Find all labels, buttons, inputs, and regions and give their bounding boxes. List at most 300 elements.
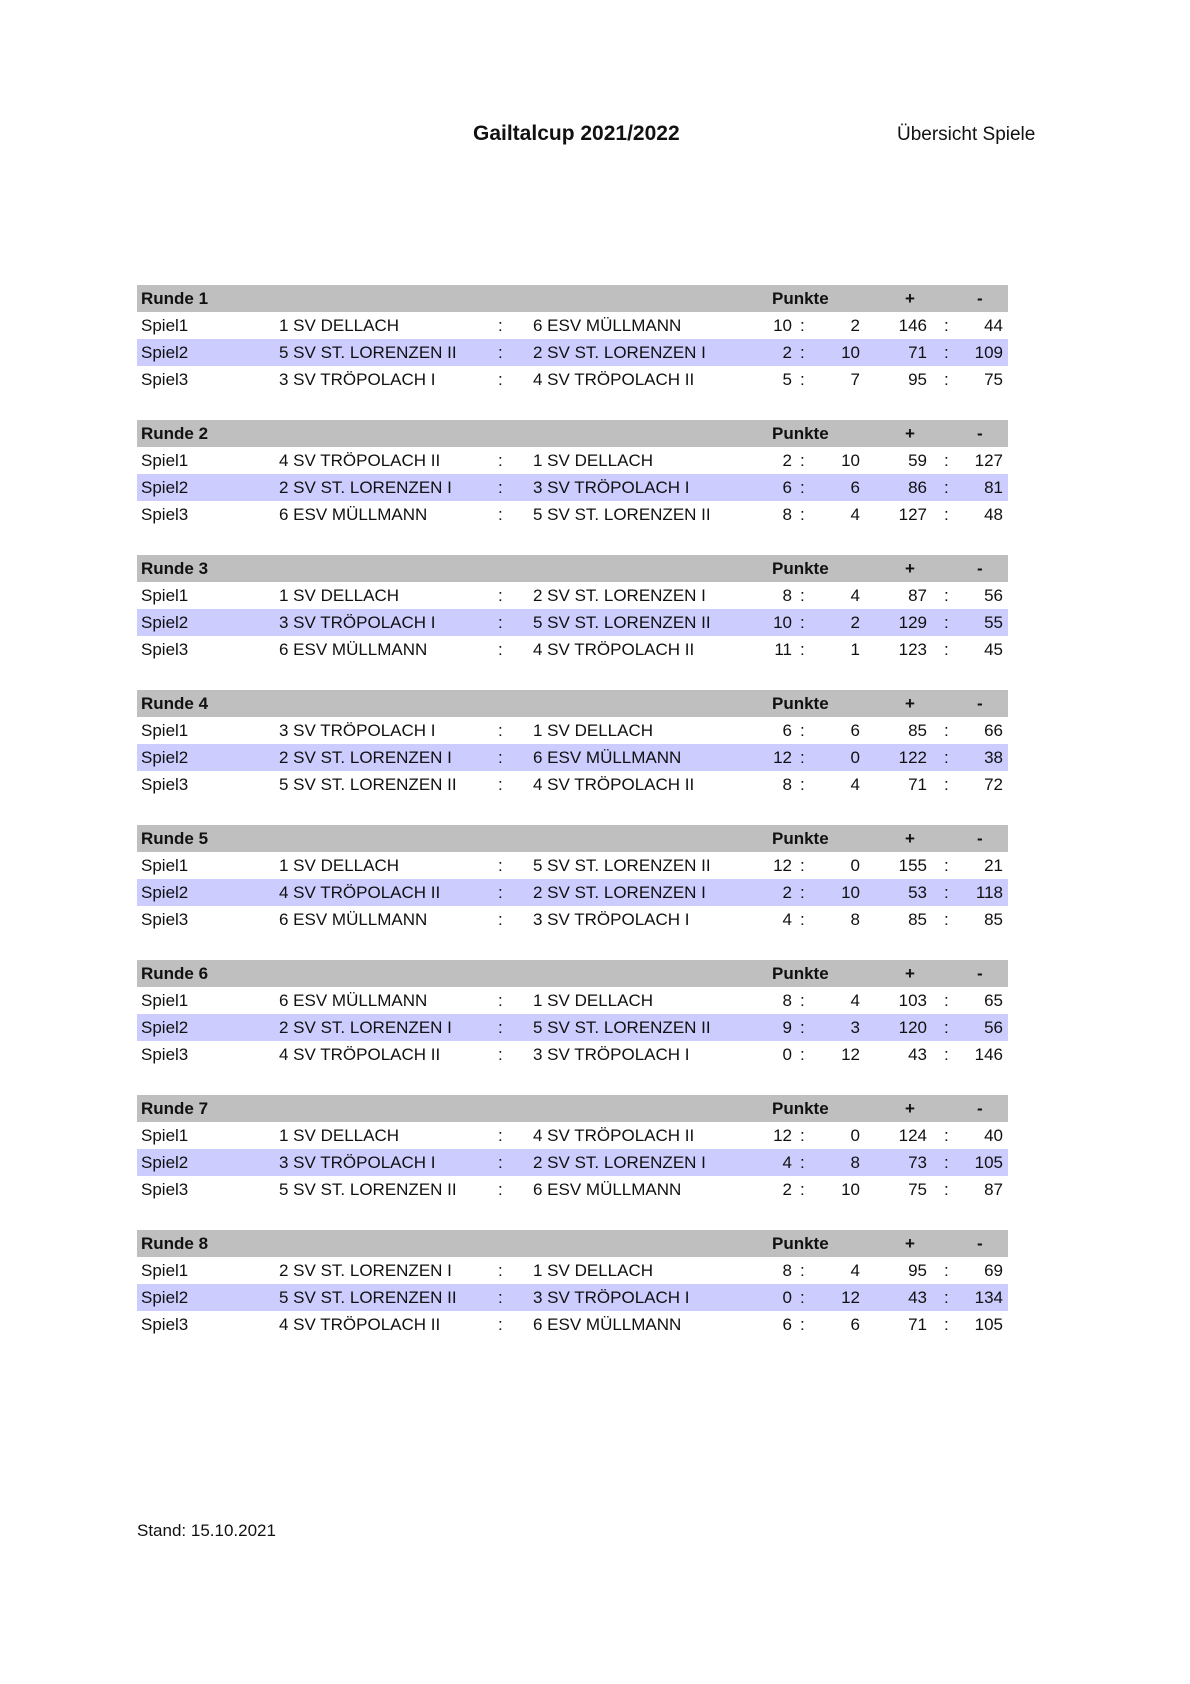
points-header: Punkte: [772, 289, 829, 308]
score-minus: 66: [984, 721, 1003, 740]
score-separator: :: [944, 775, 949, 794]
score-plus: 127: [898, 505, 927, 524]
vs-separator: :: [498, 586, 503, 605]
score-plus: 120: [898, 1018, 927, 1037]
plus-header: +: [905, 1099, 915, 1118]
away-team: 6 ESV MÜLLMANN: [533, 1315, 682, 1334]
plus-header: +: [905, 559, 915, 578]
vs-separator: :: [498, 370, 503, 389]
points-separator: :: [800, 775, 805, 794]
score-separator: :: [944, 748, 949, 767]
score-plus: 123: [898, 640, 927, 659]
score-plus: 95: [908, 1261, 927, 1280]
points-separator: :: [800, 883, 805, 902]
points-separator: :: [800, 478, 805, 497]
score-minus: 75: [984, 370, 1003, 389]
game-row: [137, 1176, 1008, 1203]
points-away: 0: [850, 856, 860, 875]
points-home: 11: [774, 640, 792, 659]
game-label: Spiel3: [141, 910, 189, 929]
game-label: Spiel3: [141, 1045, 189, 1064]
away-team: 1 SV DELLACH: [533, 721, 653, 740]
game-row: [137, 987, 1008, 1014]
points-separator: :: [800, 1153, 805, 1172]
points-away: 6: [850, 478, 860, 497]
points-home: 12: [773, 856, 792, 875]
score-separator: :: [944, 478, 949, 497]
plus-header: +: [905, 694, 915, 713]
points-away: 7: [850, 370, 860, 389]
points-separator: :: [800, 1315, 805, 1334]
round-title: Runde 7: [141, 1099, 209, 1118]
score-separator: :: [944, 1126, 949, 1145]
points-header: Punkte: [772, 694, 829, 713]
points-away: 4: [850, 1261, 860, 1280]
score-plus: 43: [908, 1045, 927, 1064]
away-team: 3 SV TRÖPOLACH I: [533, 1288, 690, 1307]
home-team: 5 SV ST. LORENZEN II: [279, 1288, 457, 1307]
away-team: 1 SV DELLACH: [533, 991, 653, 1010]
score-separator: :: [944, 1153, 949, 1172]
points-away: 12: [841, 1288, 860, 1307]
round-header: [137, 825, 1008, 852]
round-title: Runde 2: [141, 424, 209, 443]
game-row: [137, 312, 1008, 339]
game-row: [137, 609, 1008, 636]
vs-separator: :: [498, 856, 503, 875]
minus-header: -: [977, 694, 983, 713]
game-label: Spiel3: [141, 370, 189, 389]
score-minus: 134: [974, 1288, 1003, 1307]
score-separator: :: [944, 343, 949, 362]
points-home: 2: [782, 451, 792, 470]
score-separator: :: [944, 1315, 949, 1334]
minus-header: -: [977, 1099, 983, 1118]
points-separator: :: [800, 1018, 805, 1037]
points-separator: :: [800, 991, 805, 1010]
game-row: [137, 1149, 1008, 1176]
score-separator: :: [944, 505, 949, 524]
score-separator: :: [944, 910, 949, 929]
score-plus: 53: [908, 883, 927, 902]
vs-separator: :: [498, 613, 503, 632]
score-minus: 72: [984, 775, 1003, 794]
round-block: [137, 690, 1008, 798]
score-plus: 85: [908, 721, 927, 740]
game-label: Spiel3: [141, 640, 189, 659]
score-plus: 86: [908, 478, 927, 497]
away-team: 6 ESV MÜLLMANN: [533, 748, 682, 767]
rounds-table: [137, 285, 1008, 1365]
game-label: Spiel2: [141, 343, 189, 362]
game-label: Spiel2: [141, 1018, 189, 1037]
points-separator: :: [800, 451, 805, 470]
points-header: Punkte: [772, 424, 829, 443]
points-away: 2: [850, 316, 860, 335]
round-header: [137, 555, 1008, 582]
stand-date: Stand: 15.10.2021: [137, 1521, 276, 1540]
vs-separator: :: [498, 316, 503, 335]
score-minus: 87: [984, 1180, 1003, 1199]
score-separator: :: [944, 370, 949, 389]
points-away: 3: [850, 1018, 860, 1037]
away-team: 6 ESV MÜLLMANN: [533, 1180, 682, 1199]
points-separator: :: [800, 370, 805, 389]
round-header: [137, 690, 1008, 717]
game-label: Spiel1: [141, 991, 189, 1010]
points-home: 4: [782, 1153, 792, 1172]
home-team: 3 SV TRÖPOLACH I: [279, 721, 436, 740]
points-separator: :: [800, 343, 805, 362]
score-plus: 124: [898, 1126, 927, 1145]
points-home: 8: [782, 775, 792, 794]
game-label: Spiel1: [141, 586, 189, 605]
game-row: [137, 906, 1008, 933]
score-plus: 85: [908, 910, 927, 929]
score-separator: :: [944, 991, 949, 1010]
vs-separator: :: [498, 721, 503, 740]
game-row: [137, 582, 1008, 609]
game-label: Spiel1: [141, 1261, 189, 1280]
points-separator: :: [800, 1126, 805, 1145]
score-plus: 59: [908, 451, 927, 470]
home-team: 4 SV TRÖPOLACH II: [279, 451, 441, 470]
score-separator: :: [944, 1261, 949, 1280]
points-away: 6: [850, 1315, 860, 1334]
score-plus: 103: [898, 991, 927, 1010]
points-separator: :: [800, 910, 805, 929]
home-team: 4 SV TRÖPOLACH II: [279, 1315, 441, 1334]
points-away: 4: [850, 505, 860, 524]
points-away: 0: [850, 748, 860, 767]
points-away: 4: [850, 586, 860, 605]
points-header: Punkte: [772, 559, 829, 578]
game-row: [137, 879, 1008, 906]
away-team: 3 SV TRÖPOLACH I: [533, 1045, 690, 1064]
score-separator: :: [944, 721, 949, 740]
game-label: Spiel1: [141, 316, 189, 335]
points-separator: :: [800, 586, 805, 605]
score-separator: :: [944, 856, 949, 875]
points-header: Punkte: [772, 1099, 829, 1118]
score-minus: 56: [984, 586, 1003, 605]
score-separator: :: [944, 1288, 949, 1307]
game-row: [137, 1122, 1008, 1149]
game-label: Spiel3: [141, 775, 189, 794]
vs-separator: :: [498, 343, 503, 362]
score-minus: 65: [984, 991, 1003, 1010]
away-team: 1 SV DELLACH: [533, 451, 653, 470]
plus-header: +: [905, 289, 915, 308]
plus-header: +: [905, 424, 915, 443]
vs-separator: :: [498, 1153, 503, 1172]
away-team: 2 SV ST. LORENZEN I: [533, 586, 706, 605]
vs-separator: :: [498, 1045, 503, 1064]
score-minus: 105: [974, 1315, 1003, 1334]
game-label: Spiel3: [141, 505, 189, 524]
vs-separator: :: [498, 1261, 503, 1280]
game-label: Spiel2: [141, 748, 189, 767]
minus-header: -: [977, 829, 983, 848]
score-separator: :: [944, 586, 949, 605]
points-home: 2: [782, 883, 792, 902]
plus-header: +: [905, 829, 915, 848]
round-block: [137, 285, 1008, 393]
home-team: 6 ESV MÜLLMANN: [279, 505, 428, 524]
game-label: Spiel2: [141, 1153, 189, 1172]
points-separator: :: [800, 748, 805, 767]
round-header: [137, 960, 1008, 987]
away-team: 4 SV TRÖPOLACH II: [533, 640, 695, 659]
vs-separator: :: [498, 910, 503, 929]
points-separator: :: [800, 721, 805, 740]
score-separator: :: [944, 1180, 949, 1199]
home-team: 3 SV TRÖPOLACH I: [279, 370, 436, 389]
game-row: [137, 744, 1008, 771]
home-team: 1 SV DELLACH: [279, 586, 399, 605]
game-label: Spiel3: [141, 1315, 189, 1334]
home-team: 1 SV DELLACH: [279, 1126, 399, 1145]
points-separator: :: [800, 1180, 805, 1199]
away-team: 6 ESV MÜLLMANN: [533, 316, 682, 335]
round-header: [137, 1095, 1008, 1122]
points-away: 2: [850, 613, 860, 632]
home-team: 1 SV DELLACH: [279, 856, 399, 875]
home-team: 2 SV ST. LORENZEN I: [279, 1261, 452, 1280]
vs-separator: :: [498, 1126, 503, 1145]
game-row: [137, 339, 1008, 366]
score-separator: :: [944, 1045, 949, 1064]
game-row: [137, 717, 1008, 744]
away-team: 5 SV ST. LORENZEN II: [533, 613, 711, 632]
round-block: [137, 420, 1008, 528]
score-minus: 38: [984, 748, 1003, 767]
vs-separator: :: [498, 991, 503, 1010]
game-label: Spiel2: [141, 883, 189, 902]
game-row: [137, 636, 1008, 663]
away-team: 2 SV ST. LORENZEN I: [533, 883, 706, 902]
page-subtitle: Übersicht Spiele: [897, 124, 1036, 145]
score-minus: 45: [984, 640, 1003, 659]
round-block: [137, 555, 1008, 663]
home-team: 6 ESV MÜLLMANN: [279, 991, 428, 1010]
points-away: 12: [841, 1045, 860, 1064]
score-separator: :: [944, 640, 949, 659]
points-home: 6: [782, 1315, 792, 1334]
away-team: 4 SV TRÖPOLACH II: [533, 775, 695, 794]
home-team: 1 SV DELLACH: [279, 316, 399, 335]
points-home: 0: [782, 1045, 792, 1064]
points-separator: :: [800, 316, 805, 335]
score-separator: :: [944, 1018, 949, 1037]
vs-separator: :: [498, 748, 503, 767]
round-header: [137, 285, 1008, 312]
home-team: 2 SV ST. LORENZEN I: [279, 478, 452, 497]
round-title: Runde 6: [141, 964, 209, 983]
home-team: 6 ESV MÜLLMANN: [279, 910, 428, 929]
score-minus: 55: [984, 613, 1003, 632]
game-label: Spiel1: [141, 1126, 189, 1145]
home-team: 6 ESV MÜLLMANN: [279, 640, 428, 659]
round-title: Runde 8: [141, 1234, 209, 1253]
home-team: 4 SV TRÖPOLACH II: [279, 1045, 441, 1064]
points-home: 5: [782, 370, 792, 389]
points-home: 9: [782, 1018, 792, 1037]
minus-header: -: [977, 559, 983, 578]
vs-separator: :: [498, 1180, 503, 1199]
points-away: 4: [850, 775, 860, 794]
game-row: [137, 1284, 1008, 1311]
plus-header: +: [905, 1234, 915, 1253]
points-separator: :: [800, 613, 805, 632]
score-plus: 75: [908, 1180, 927, 1199]
score-minus: 127: [974, 451, 1003, 470]
score-minus: 109: [974, 343, 1003, 362]
points-separator: :: [800, 1288, 805, 1307]
points-separator: :: [800, 640, 805, 659]
game-row: [137, 1041, 1008, 1068]
away-team: 2 SV ST. LORENZEN I: [533, 343, 706, 362]
away-team: 3 SV TRÖPOLACH I: [533, 910, 690, 929]
score-minus: 118: [975, 883, 1003, 902]
score-separator: :: [944, 613, 949, 632]
score-plus: 71: [908, 343, 927, 362]
points-home: 10: [773, 316, 792, 335]
game-row: [137, 501, 1008, 528]
points-home: 2: [782, 1180, 792, 1199]
score-plus: 129: [898, 613, 927, 632]
points-home: 8: [782, 991, 792, 1010]
away-team: 4 SV TRÖPOLACH II: [533, 1126, 695, 1145]
points-away: 4: [850, 991, 860, 1010]
home-team: 3 SV TRÖPOLACH I: [279, 613, 436, 632]
points-away: 8: [850, 910, 860, 929]
game-row: [137, 447, 1008, 474]
score-plus: 155: [898, 856, 927, 875]
round-header: [137, 420, 1008, 447]
vs-separator: :: [498, 1018, 503, 1037]
game-row: [137, 1257, 1008, 1284]
minus-header: -: [977, 1234, 983, 1253]
home-team: 2 SV ST. LORENZEN I: [279, 748, 452, 767]
score-minus: 146: [974, 1045, 1003, 1064]
points-away: 6: [850, 721, 860, 740]
round-header: [137, 1230, 1008, 1257]
score-minus: 40: [984, 1126, 1003, 1145]
game-label: Spiel3: [141, 1180, 189, 1199]
vs-separator: :: [498, 478, 503, 497]
home-team: 4 SV TRÖPOLACH II: [279, 883, 441, 902]
points-away: 10: [841, 1180, 860, 1199]
points-home: 8: [782, 586, 792, 605]
away-team: 2 SV ST. LORENZEN I: [533, 1153, 706, 1172]
home-team: 2 SV ST. LORENZEN I: [279, 1018, 452, 1037]
points-away: 10: [841, 343, 860, 362]
points-home: 10: [773, 613, 792, 632]
minus-header: -: [977, 964, 983, 983]
home-team: 5 SV ST. LORENZEN II: [279, 1180, 457, 1199]
game-label: Spiel1: [141, 721, 189, 740]
score-separator: :: [944, 451, 949, 470]
score-minus: 48: [984, 505, 1003, 524]
points-home: 8: [782, 505, 792, 524]
away-team: 5 SV ST. LORENZEN II: [533, 505, 711, 524]
score-minus: 85: [984, 910, 1003, 929]
vs-separator: :: [498, 640, 503, 659]
points-home: 2: [782, 343, 792, 362]
round-block: [137, 960, 1008, 1068]
away-team: 5 SV ST. LORENZEN II: [533, 856, 711, 875]
score-minus: 44: [984, 316, 1003, 335]
points-separator: :: [800, 856, 805, 875]
points-home: 6: [782, 478, 792, 497]
points-away: 0: [850, 1126, 860, 1145]
score-minus: 69: [984, 1261, 1003, 1280]
round-title: Runde 4: [141, 694, 209, 713]
score-plus: 73: [908, 1153, 927, 1172]
away-team: 4 SV TRÖPOLACH II: [533, 370, 695, 389]
round-block: [137, 1095, 1008, 1203]
score-plus: 146: [898, 316, 927, 335]
score-minus: 105: [974, 1153, 1003, 1172]
score-minus: 81: [984, 478, 1003, 497]
game-label: Spiel1: [141, 856, 189, 875]
minus-header: -: [977, 289, 983, 308]
game-label: Spiel1: [141, 451, 189, 470]
game-label: Spiel2: [141, 613, 189, 632]
points-home: 8: [782, 1261, 792, 1280]
away-team: 5 SV ST. LORENZEN II: [533, 1018, 711, 1037]
vs-separator: :: [498, 1315, 503, 1334]
points-away: 10: [841, 451, 860, 470]
points-away: 10: [841, 883, 860, 902]
score-minus: 21: [984, 856, 1003, 875]
score-separator: :: [944, 883, 949, 902]
round-title: Runde 1: [141, 289, 209, 308]
minus-header: -: [977, 424, 983, 443]
game-row: [137, 1014, 1008, 1041]
points-home: 6: [782, 721, 792, 740]
points-away: 8: [850, 1153, 860, 1172]
vs-separator: :: [498, 451, 503, 470]
plus-header: +: [905, 964, 915, 983]
home-team: 3 SV TRÖPOLACH I: [279, 1153, 436, 1172]
points-away: 1: [850, 640, 860, 659]
vs-separator: :: [498, 505, 503, 524]
points-separator: :: [800, 1261, 805, 1280]
points-header: Punkte: [772, 829, 829, 848]
game-row: [137, 366, 1008, 393]
points-home: 4: [782, 910, 792, 929]
vs-separator: :: [498, 1288, 503, 1307]
score-plus: 71: [908, 1315, 927, 1334]
score-plus: 71: [908, 775, 927, 794]
points-home: 12: [773, 1126, 792, 1145]
game-row: [137, 852, 1008, 879]
score-plus: 87: [908, 586, 927, 605]
points-header: Punkte: [772, 964, 829, 983]
score-plus: 122: [898, 748, 927, 767]
home-team: 5 SV ST. LORENZEN II: [279, 343, 457, 362]
game-row: [137, 771, 1008, 798]
away-team: 3 SV TRÖPOLACH I: [533, 478, 690, 497]
away-team: 1 SV DELLACH: [533, 1261, 653, 1280]
points-home: 0: [782, 1288, 792, 1307]
vs-separator: :: [498, 883, 503, 902]
round-block: [137, 825, 1008, 933]
vs-separator: :: [498, 775, 503, 794]
points-header: Punkte: [772, 1234, 829, 1253]
